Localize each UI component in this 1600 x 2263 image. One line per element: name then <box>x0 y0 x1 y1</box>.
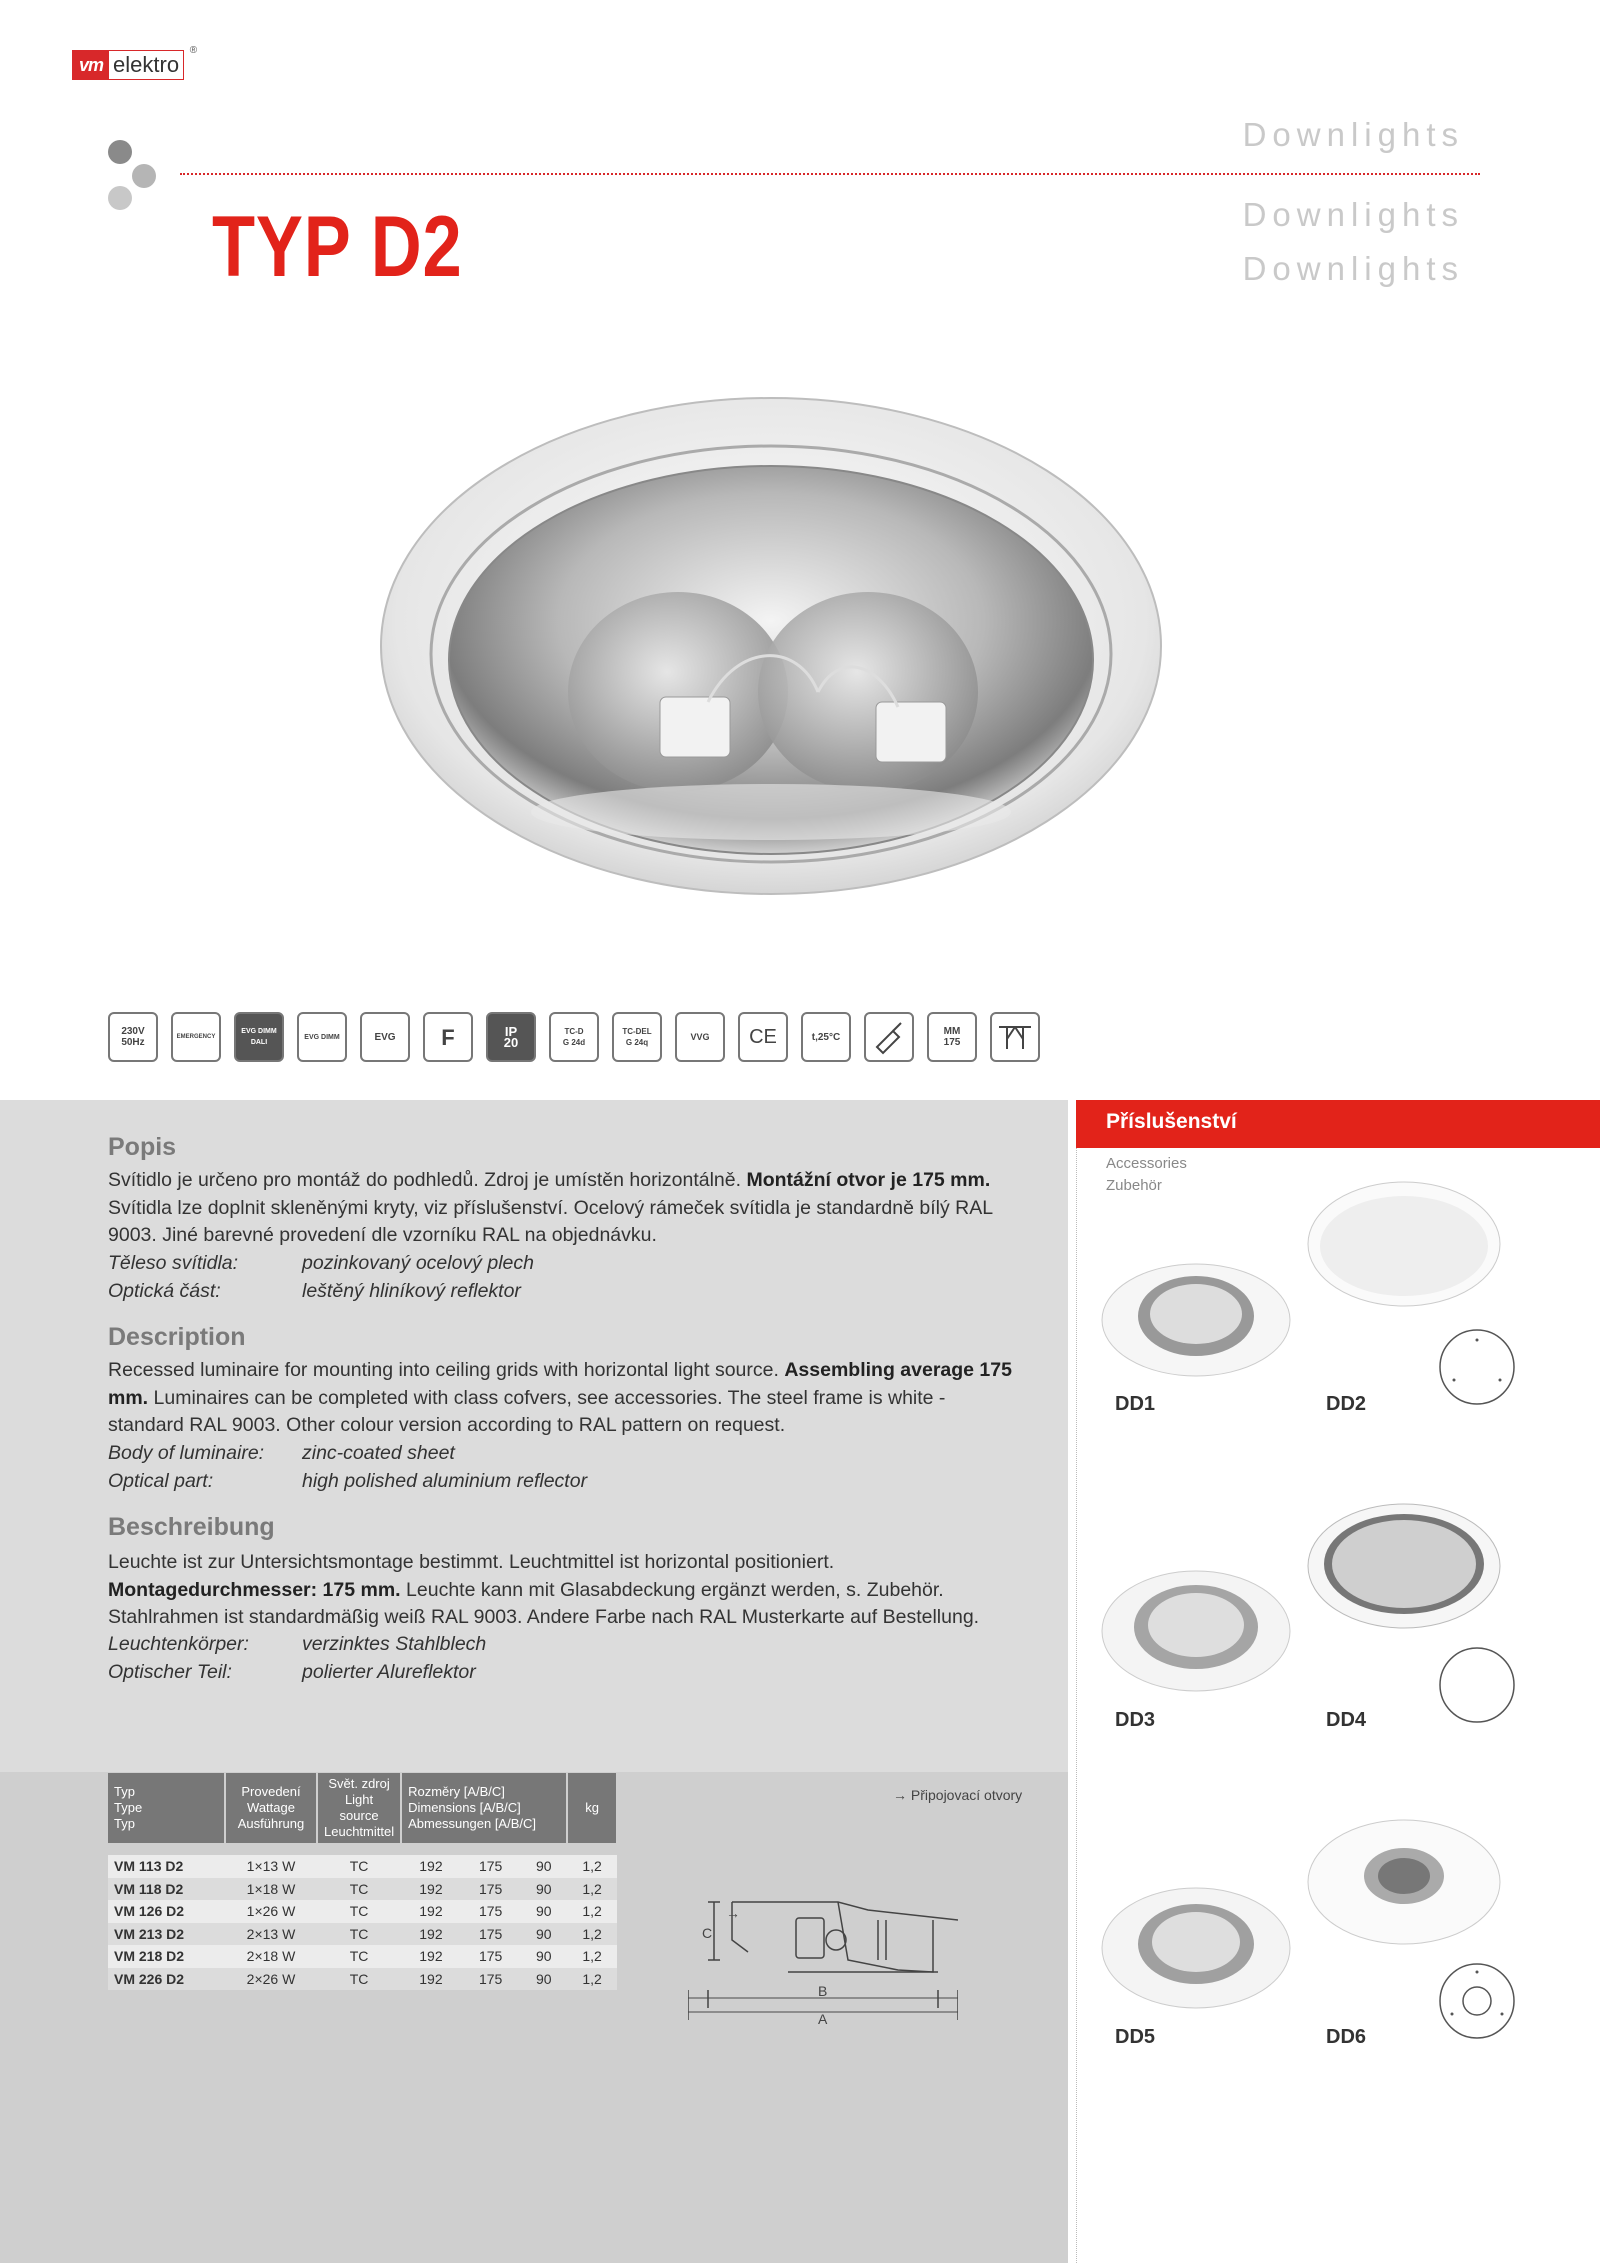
accessories-divider <box>1076 1148 1078 2263</box>
header-line: Rozměry [A/B/C] <box>408 1784 505 1799</box>
popis-text-2: Svítidla lze doplnit skleněnými kryty, viz příslušenství. Ocelový rámeček svítidla je standardně bílý RAL 9003. Jiné barevné provedení dle vzorníku RAL na objednávku. <box>108 1196 993 1246</box>
header-weight: kg <box>567 1773 617 1843</box>
cell-c: 90 <box>521 1968 568 1991</box>
accessory-dd2-image <box>1306 1180 1502 1310</box>
cell-b: 175 <box>461 1878 521 1901</box>
category-label: Downlights <box>1242 196 1464 233</box>
brand-mark: vm <box>73 51 109 79</box>
dimension-label-b: B <box>818 1983 828 1999</box>
cell-source: TC <box>317 1878 401 1901</box>
brand-logo <box>72 45 198 80</box>
tc-del-icon: TC-DEL G 24q <box>612 1012 662 1062</box>
beschreibung-prop <box>108 1633 487 1656</box>
cell-wattage: 1×26 W <box>225 1900 317 1923</box>
table-row <box>108 1968 617 1991</box>
connection-holes-link[interactable] <box>893 1787 1022 1803</box>
beschreibung-bold-1: Montagedurchmesser: 175 mm. <box>108 1578 401 1601</box>
ceiling-mount-glyph <box>997 1019 1033 1055</box>
header-divider <box>180 173 1480 175</box>
description-text-2: Luminaires can be completed with class cofvers, see accessories. The steel frame is white - standard RAL 9003. Other colour version according to RAL pattern on request. <box>108 1386 946 1436</box>
evg-dimm-dali-icon: EVG DIMM DALI <box>234 1012 284 1062</box>
cell-a: 192 <box>401 1855 461 1878</box>
header-line: Wattage <box>247 1800 295 1815</box>
decor-dot <box>132 164 156 188</box>
cell-type: VM 113 D2 <box>108 1855 225 1878</box>
cell-wattage: 1×18 W <box>225 1878 317 1901</box>
accessory-dd1-image <box>1100 1258 1292 1378</box>
header-dimensions <box>401 1773 567 1843</box>
accessories-subtitle-de: Zubehör <box>1106 1177 1162 1194</box>
accessory-dd4-label: DD4 <box>1326 1709 1367 1731</box>
accessories-title: Příslušenství <box>1106 1110 1237 1133</box>
header-wattage <box>225 1773 317 1843</box>
dimension-drawing <box>688 1880 958 2032</box>
cell-a: 192 <box>401 1878 461 1901</box>
header-line: Leuchtmittel <box>324 1824 395 1839</box>
prop-value: polierter Alureflektor <box>302 1661 476 1683</box>
prop-key: Body of luminaire: <box>108 1442 265 1464</box>
prop-value: pozinkovaný ocelový plech <box>302 1252 534 1274</box>
cell-a: 192 <box>401 1945 461 1968</box>
cell-b: 175 <box>461 1900 521 1923</box>
beschreibung-text-2: Leuchte kann mit Glasabdeckung ergänzt werden, s. Zubehör. Stahlrahmen ist standardmäßig weiß RAL 9003. Andere Farbe nach RAL Musterkarte auf Bestellung. <box>108 1578 980 1628</box>
prop-value: verzinktes Stahlblech <box>302 1633 487 1655</box>
popis-text <box>108 1167 1012 1250</box>
beschreibung-heading: Beschreibung <box>108 1513 275 1541</box>
table-row <box>108 1900 617 1923</box>
description-prop <box>108 1442 455 1465</box>
cell-source: TC <box>317 1900 401 1923</box>
description-text-1: Recessed luminaire for mounting into ceiling grids with horizontal light source. <box>108 1359 779 1381</box>
cell-wattage: 2×18 W <box>225 1945 317 1968</box>
cell-wattage: 1×13 W <box>225 1855 317 1878</box>
arrow-right-icon: → <box>726 1905 740 1921</box>
accessory-dd5-label: DD5 <box>1115 2026 1156 2048</box>
cell-type: VM 118 D2 <box>108 1878 225 1901</box>
product-photo <box>378 392 1164 896</box>
accessory-dd1-label: DD1 <box>1115 1393 1156 1415</box>
dimension-label-a: A <box>818 2011 828 2027</box>
cell-kg: 1,2 <box>567 1900 617 1923</box>
cell-wattage: 2×26 W <box>225 1968 317 1991</box>
evg-icon: EVG <box>360 1012 410 1062</box>
accessory-dd2-drawing <box>1438 1328 1516 1406</box>
cell-c: 90 <box>521 1878 568 1901</box>
prop-key: Optická část: <box>108 1280 221 1302</box>
cell-c: 90 <box>521 1900 568 1923</box>
description-text <box>108 1357 1012 1440</box>
prop-key: Leuchtenkörper: <box>108 1633 249 1655</box>
tc-d-icon: TC-D G 24d <box>549 1012 599 1062</box>
header-light-source <box>317 1773 401 1843</box>
cell-kg: 1,2 <box>567 1945 617 1968</box>
ce-icon: CE <box>738 1012 788 1062</box>
cell-a: 192 <box>401 1923 461 1946</box>
prop-value: zinc-coated sheet <box>302 1442 455 1464</box>
cell-a: 192 <box>401 1900 461 1923</box>
header-line: Dimensions [A/B/C] <box>408 1800 521 1815</box>
popis-prop <box>108 1252 534 1275</box>
popis-bold-1: Montážní otvor je 175 mm. <box>746 1169 991 1191</box>
prop-key: Těleso svítidla: <box>108 1252 239 1274</box>
popis-text-1: Svítidlo je určeno pro montáž do podhledů. Zdroj je umístěn horizontálně. <box>108 1169 742 1191</box>
decor-dot <box>108 140 132 164</box>
description-bold-1: Assembling average 175 mm. <box>108 1359 1012 1409</box>
table-header-row <box>108 1773 617 1843</box>
header-type <box>108 1773 225 1843</box>
accessory-dd4-image <box>1306 1502 1502 1632</box>
prop-key: Optischer Teil: <box>108 1661 232 1683</box>
cell-kg: 1,2 <box>567 1968 617 1991</box>
cell-c: 90 <box>521 1945 568 1968</box>
table-row <box>108 1878 617 1901</box>
cell-b: 175 <box>461 1968 521 1991</box>
cell-c: 90 <box>521 1855 568 1878</box>
popis-heading: Popis <box>108 1133 177 1161</box>
vvg-icon: VVG <box>675 1012 725 1062</box>
cell-kg: 1,2 <box>567 1855 617 1878</box>
cell-c: 90 <box>521 1923 568 1946</box>
ceiling-mount-icon <box>990 1012 1040 1062</box>
cell-kg: 1,2 <box>567 1923 617 1946</box>
dimension-label-c: C <box>702 1925 713 1941</box>
cell-b: 175 <box>461 1855 521 1878</box>
spacer-cell <box>108 1843 617 1855</box>
decor-dot <box>108 186 132 210</box>
connection-holes-label: Připojovací otvory <box>910 1787 1023 1803</box>
category-label: Downlights <box>1242 116 1464 153</box>
prop-value: leštěný hliníkový reflektor <box>302 1280 521 1302</box>
category-label: Downlights <box>1242 250 1464 287</box>
spec-table <box>108 1773 618 1990</box>
cell-source: TC <box>317 1923 401 1946</box>
beschreibung-text <box>108 1549 1012 1632</box>
accessory-dd6-image <box>1306 1818 1502 1948</box>
cell-type: VM 126 D2 <box>108 1900 225 1923</box>
cell-source: TC <box>317 1968 401 1991</box>
accessory-dd2-label: DD2 <box>1326 1393 1367 1415</box>
header-line: Ausführung <box>237 1816 305 1831</box>
cell-b: 175 <box>461 1923 521 1946</box>
arrow-right-icon: → <box>893 1787 907 1803</box>
brand-name: elektro <box>113 52 180 77</box>
header-line: Typ <box>114 1816 135 1831</box>
cell-a: 192 <box>401 1968 461 1991</box>
cell-type: VM 226 D2 <box>108 1968 225 1991</box>
cell-wattage: 2×13 W <box>225 1923 317 1946</box>
popis-prop <box>108 1280 521 1303</box>
evg-dimm-icon: EVG DIMM <box>297 1012 347 1062</box>
emergency-icon: EMERGENCY <box>171 1012 221 1062</box>
accessory-dd3-label: DD3 <box>1115 1709 1156 1731</box>
accessory-dd6-label: DD6 <box>1326 2026 1367 2048</box>
hand-tool-icon <box>864 1012 914 1062</box>
accessory-dd3-image <box>1100 1565 1292 1695</box>
accessory-dd6-drawing <box>1438 1962 1516 2040</box>
cell-source: TC <box>317 1855 401 1878</box>
accessory-dd4-drawing <box>1438 1646 1516 1724</box>
product-title: TYP D2 <box>212 199 463 295</box>
cell-type: VM 218 D2 <box>108 1945 225 1968</box>
registered-mark: ® <box>189 45 198 56</box>
prop-value: high polished aluminium reflector <box>302 1470 588 1492</box>
cell-type: VM 213 D2 <box>108 1923 225 1946</box>
beschreibung-text-1: Leuchte ist zur Untersichtsmontage bestimmt. Leuchtmittel ist horizontal positioniert. <box>108 1551 835 1573</box>
feature-icons <box>108 1012 1040 1062</box>
cutout-175-icon: MM 175 <box>927 1012 977 1062</box>
header-line: Light source <box>339 1792 379 1823</box>
temperature-icon: t,25°C <box>801 1012 851 1062</box>
table-row <box>108 1923 617 1946</box>
prop-key: Optical part: <box>108 1470 214 1492</box>
accessories-subtitle-en: Accessories <box>1106 1155 1187 1172</box>
description-prop <box>108 1470 588 1493</box>
header-line: Type <box>114 1800 143 1815</box>
table-spacer <box>108 1843 617 1855</box>
description-heading: Description <box>108 1323 246 1351</box>
header-line: Abmessungen [A/B/C] <box>408 1816 536 1831</box>
table-row <box>108 1945 617 1968</box>
f-mark-icon: F <box>423 1012 473 1062</box>
accessory-dd5-image <box>1100 1882 1292 2012</box>
header-line: Svět. zdroj <box>328 1776 390 1791</box>
voltage-icon: 230V 50Hz <box>108 1012 158 1062</box>
table-row <box>108 1855 617 1878</box>
cell-b: 175 <box>461 1945 521 1968</box>
beschreibung-prop <box>108 1661 476 1684</box>
header-line: Typ <box>114 1784 135 1799</box>
cell-source: TC <box>317 1945 401 1968</box>
ip20-icon: IP 20 <box>486 1012 536 1062</box>
header-line: Provedení <box>241 1784 301 1799</box>
hand-tool-glyph <box>871 1019 907 1055</box>
cell-kg: 1,2 <box>567 1878 617 1901</box>
